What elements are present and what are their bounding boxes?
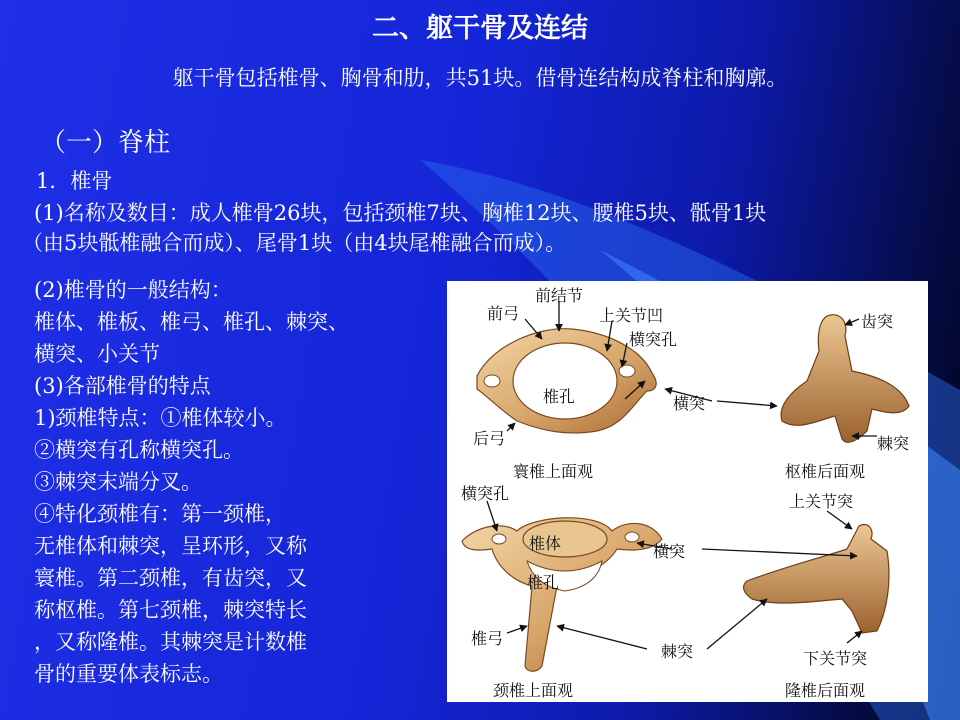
text-line: (2)椎骨的一般结构： [34,278,232,302]
text-line: 1)颈椎特点：①椎体较小。 [34,406,287,430]
label-qianjiejie: 前结节 [535,286,584,305]
text-line: 横突、小关节 [34,342,160,366]
text-line: ②横突有孔称横突孔。 [34,438,244,462]
text-line: （由5块骶椎融合而成）、尾骨1块（由4块尾椎融合而成）。 [22,231,567,255]
caption-atlas: 寰椎上面观 [513,462,594,481]
text-line: (3)各部椎骨的特点 [34,374,211,398]
label-zhugong: 椎弓 [471,629,504,648]
label-qiangong: 前弓 [487,304,520,323]
caption-c7: 隆椎后面观 [785,681,866,700]
text-line: 椎体、椎板、椎弓、椎孔、棘突、 [34,310,349,334]
label-zhukong-bottom: 椎孔 [527,573,560,592]
page-title: 二、躯干骨及连结 [372,13,588,44]
label-zhukong-top: 椎孔 [543,387,576,406]
label-hengtukong-top: 横突孔 [629,330,678,349]
text-line: ③棘突末端分叉。 [34,470,202,494]
axis-drawing [781,315,909,443]
vertebra-figure [447,281,928,702]
label-hengtu-bottom: 横突 [653,542,686,561]
label-hengtu-top: 横突 [673,394,706,413]
label-chitu: 齿突 [861,312,894,331]
intro-text: 躯干骨包括椎骨、胸骨和肋，共51块。借骨连结构成脊柱和胸廓。 [172,66,788,90]
c7-drawing [744,524,889,633]
label-shangguanjietu: 上关节突 [789,492,854,511]
text-line: 1．椎骨 [36,169,113,193]
section-heading: （一）脊柱 [40,128,171,158]
label-shangguanjieao: 上关节凹 [599,306,664,325]
text-line: ，又称隆椎。其棘突是计数椎 [34,630,307,654]
caption-axis: 枢椎后面观 [785,462,866,481]
text-line: 骨的重要体表标志。 [34,662,223,686]
text-line: (1)名称及数目：成人椎骨26块，包括颈椎7块、胸椎12块、腰椎5块、骶骨1块 [34,201,767,225]
label-hengtukong-bottom: 横突孔 [461,484,510,503]
caption-cervical: 颈椎上面观 [493,681,574,700]
label-jitu-top: 棘突 [877,434,910,453]
text-line: 无椎体和棘突，呈环形，又称 [34,534,307,558]
label-xiaguanjietu: 下关节突 [803,649,868,668]
text-line: 寰椎。第二颈椎，有齿突，又 [34,566,307,590]
label-hougong: 后弓 [473,429,506,448]
label-zhuti: 椎体 [529,534,562,553]
text-line: ④特化颈椎有：第一颈椎， [34,502,286,526]
label-jitu-bottom: 棘突 [661,642,694,661]
text-line: 称枢椎。第七颈椎，棘突特长 [34,598,307,622]
